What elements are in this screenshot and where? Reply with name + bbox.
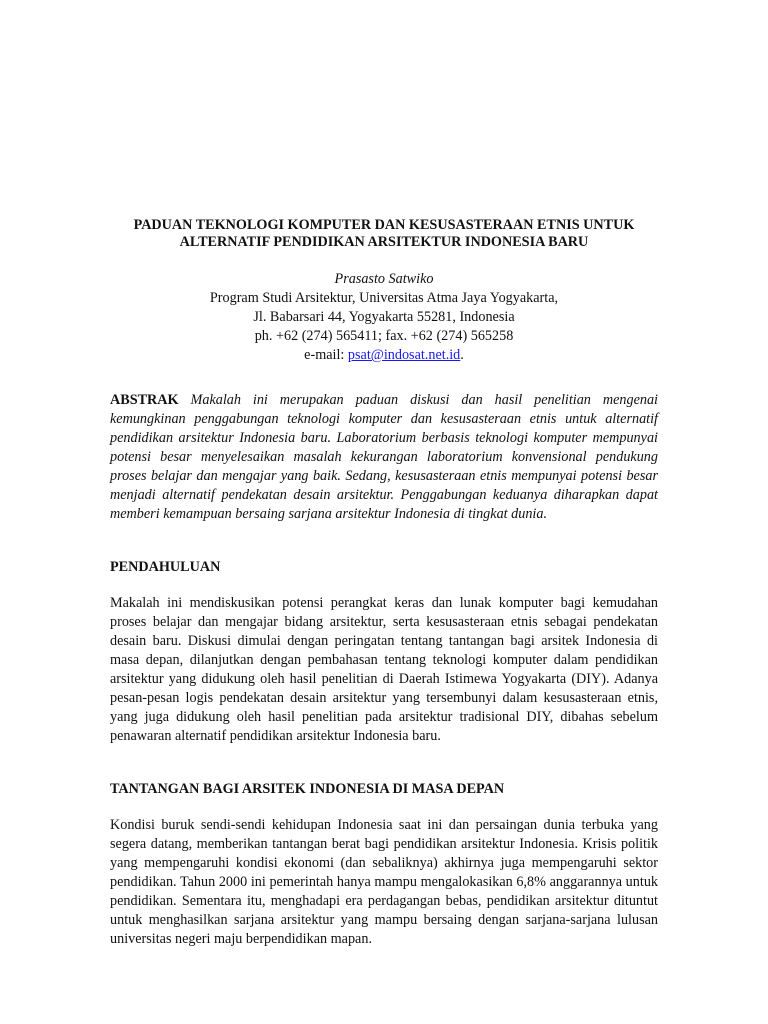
author-address: Jl. Babarsari 44, Yogyakarta 55281, Indonesia [253, 309, 515, 325]
section-text-pendahuluan: Makalah ini mendiskusikan potensi perangkat keras dan lunak komputer bagi kemudahan proses belajar dan mengajar bidang arsitektur, serta kesusasteraan etnis sebagai pendekatan desain baru. Diskusi dimulai dengan peringatan tentang tantangan bagi arsitek Indonesia di masa depan, dilanjutkan dengan pembahasan tentang teknologi komputer dalam pendidikan arsitektur yang didukung oleh hasil penelitian di Daerah Istimewa Yogyakarta (DIY). Adanya pesan-pesan logis pendekatan desain arsitektur yang tersembunyi dalam kesusasteraan etnis, yang juga didukung oleh hasil penelitian pada arsitektur tradisional DIY, dibahas sebelum penawaran alternatif pendidikan arsitektur Indonesia baru. [110, 595, 658, 744]
abstract-text: Makalah ini merupakan paduan diskusi dan hasil penelitian mengenai kemungkinan penggabungan teknologi komputer dan kesusasteraan etnis untuk alternatif pendidikan arsitektur Indonesia baru. Laboratorium berbasis teknologi komputer mempunyai potensi besar menyelesaikan masalah kekurangan laboratorium konvensional pendukung proses belajar dan mengajar yang baik. Sedang, kesusasteraan etnis mempunyai potensi besar menjadi alternatif pendekatan desain arsitektur. Penggabungan keduanya diharapkan dapat memberi kemampuan bersaing sarjana arsitektur Indonesia di tingkat dunia. [110, 392, 658, 522]
abstract-label: ABSTRAK [110, 392, 179, 408]
section-heading-pendahuluan: PENDAHULUAN [110, 559, 221, 575]
author-email-line [110, 346, 658, 365]
section-text-tantangan: Kondisi buruk sendi-sendi kehidupan Indonesia saat ini dan persaingan dunia terbuka yang segera datang, memberikan tantangan berat bagi pendidikan arsitektur Indonesia. Krisis politik yang mempengaruhi kondisi ekonomi (dan sebaliknya) akhirnya juga mempengaruhi sektor pendidikan. Tahun 2000 ini pemerintah hanya mampu mengalokasikan 6,8% anggarannya untuk pendidikan. Sementara itu, menghadapi era perdagangan bebas, pendidikan arsitektur dituntut untuk menghasilkan sarjana arsitektur yang mampu bersaing dengan sarjana-sarjana lulusan universitas negeri maju berpendidikan mapan. [110, 817, 658, 947]
email-link[interactable]: psat@indosat.net.id [347, 347, 461, 363]
section-heading-tantangan: TANTANGAN BAGI ARSITEK INDONESIA DI MASA DEPAN [110, 781, 505, 797]
paper-page [110, 217, 658, 949]
title-line-1: PADUAN TEKNOLOGI KOMPUTER DAN KESUSASTERAAN ETNIS UNTUK [133, 217, 635, 233]
title-line-2: ALTERNATIF PENDIDIKAN ARSITEKTUR INDONESIA BARU [179, 234, 589, 250]
paper-title [110, 217, 658, 251]
author-affiliation: Program Studi Arsitektur, Universitas Atma Jaya Yogyakarta, [209, 290, 559, 306]
author-block [110, 270, 658, 365]
author-name: Prasasto Satwiko [334, 271, 434, 287]
abstract [110, 391, 658, 524]
author-phone: ph. +62 (274) 565411; fax. +62 (274) 565258 [254, 328, 514, 344]
email-label: e-mail: [304, 347, 348, 363]
email-suffix: . [460, 347, 464, 363]
